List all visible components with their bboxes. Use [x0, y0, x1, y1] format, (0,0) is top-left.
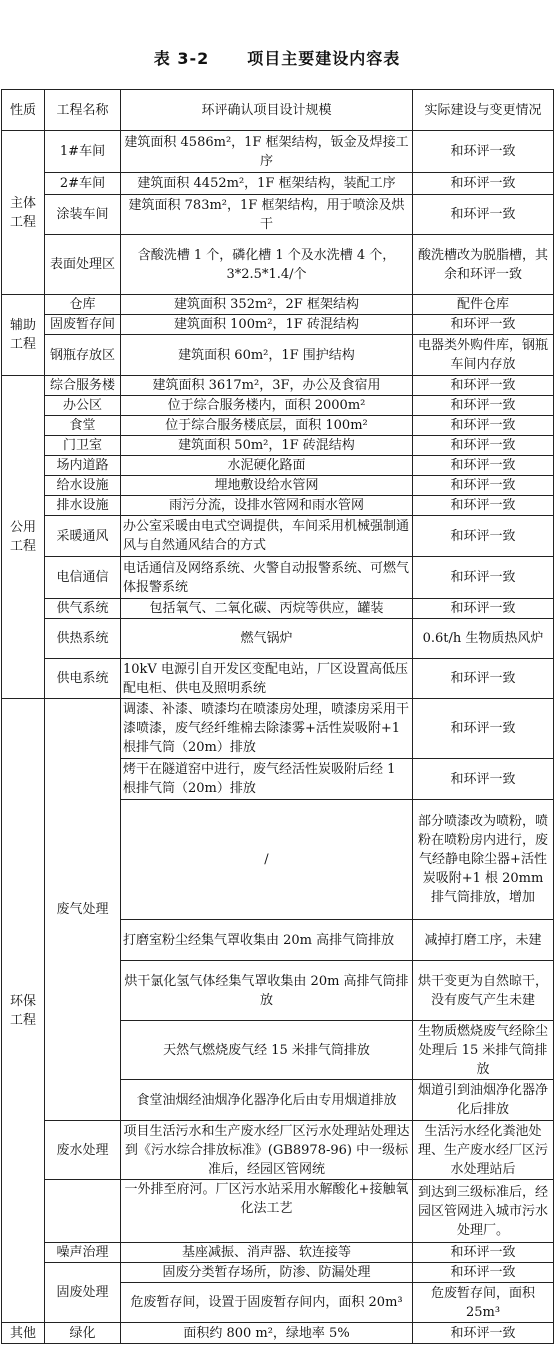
row-actual: 和环评一致 — [413, 599, 554, 619]
row-scale: 燃气锅炉 — [121, 619, 413, 659]
row-name: 1#车间 — [45, 131, 121, 173]
row-scale: 建筑面积 352m²，2F 框架结构 — [121, 295, 413, 315]
row-scale: 建筑面积 60m²，1F 围护结构 — [121, 335, 413, 376]
row-scale: 项目生活污水和生产废水经厂区污水处理站处理达到《污水综合排放标准》(GB8978-96) 中一级标准后，经园区管网统 — [121, 1121, 413, 1180]
row-scale: 建筑面积 3617m²，3F，办公及食宿用 — [121, 376, 413, 396]
table-row — [2, 516, 554, 557]
row-actual: 和环评一致 — [413, 456, 554, 476]
row-actual: 和环评一致 — [413, 659, 554, 699]
table-row — [2, 195, 554, 235]
table-row — [2, 173, 554, 195]
table-row — [2, 599, 554, 619]
row-name: 电信通信 — [45, 557, 121, 599]
table-row — [2, 619, 554, 659]
row-name: 采暖通风 — [45, 516, 121, 557]
row-actual: 减掉打磨工序，未建 — [413, 920, 554, 961]
row-scale: 面积约 800 m²，绿地率 5% — [121, 1323, 413, 1344]
row-scale: 电话通信及网络系统、火警自动报警系统、可燃气体报警系统 — [121, 557, 413, 599]
row-actual: 和环评一致 — [413, 1243, 554, 1263]
row-actual: 生活污水经化粪池处理、生产废水经厂区污水处理站后 — [413, 1121, 554, 1180]
group-env: 环保工程 — [2, 699, 45, 1323]
row-name: 钢瓶存放区 — [45, 335, 121, 376]
group-other: 其他 — [2, 1323, 45, 1344]
row-actual: 和环评一致 — [413, 1323, 554, 1344]
table-row — [2, 659, 554, 699]
table-title — [0, 46, 554, 69]
table-row — [2, 1121, 554, 1180]
table-row — [2, 315, 554, 335]
header-project-name: 工程名称 — [45, 90, 121, 131]
table-row — [2, 496, 554, 516]
row-name: 仓库 — [45, 295, 121, 315]
row-scale: 基座减振、消声器、软连接等 — [121, 1243, 413, 1263]
row-scale: 10kV 电源引自开发区变配电站，厂区设置高低压配电柜、供电及照明系统 — [121, 659, 413, 699]
row-scale: 位于综合服务楼内，面积 2000m² — [121, 396, 413, 416]
row-scale: 天然气燃烧废气经 15 米排气筒排放 — [121, 1021, 413, 1080]
row-actual: 和环评一致 — [413, 131, 554, 173]
table-row — [2, 335, 554, 376]
table-row — [2, 376, 554, 396]
row-scale: 建筑面积 4452m²，1F 框架结构，装配工序 — [121, 173, 413, 195]
row-scale: 包括氧气、二氧化碳、丙烷等供应，罐装 — [121, 599, 413, 619]
row-actual: 电器类外购件库，钢瓶车间内存放 — [413, 335, 554, 376]
table-row — [2, 1263, 554, 1283]
row-actual: 和环评一致 — [413, 396, 554, 416]
group-aux: 辅助工程 — [2, 295, 45, 376]
row-actual: 和环评一致 — [413, 195, 554, 235]
table-row — [2, 456, 554, 476]
row-actual: 和环评一致 — [413, 516, 554, 557]
row-actual: 和环评一致 — [413, 376, 554, 396]
row-actual: 烘干变更为自然晾干，没有废气产生未建 — [413, 961, 554, 1021]
row-scale: 建筑面积 4586m²，1F 框架结构，钣金及焊接工序 — [121, 131, 413, 173]
table-row — [2, 699, 554, 759]
construction-content-table — [1, 89, 554, 1344]
row-name: 场内道路 — [45, 456, 121, 476]
table-row — [2, 436, 554, 456]
row-name: 供电系统 — [45, 659, 121, 699]
table-row — [2, 1180, 554, 1243]
header-nature: 性质 — [2, 90, 45, 131]
row-name: 绿化 — [45, 1323, 121, 1344]
row-scale: 位于综合服务楼底层，面积 100m² — [121, 416, 413, 436]
row-scale: 办公室采暖由电式空调提供，车间采用机械强制通风与自然通风结合的方式 — [121, 516, 413, 557]
row-scale: 建筑面积 50m²，1F 砖混结构 — [121, 436, 413, 456]
row-name: 涂装车间 — [45, 195, 121, 235]
row-actual: 和环评一致 — [413, 315, 554, 335]
table-row — [2, 1323, 554, 1344]
row-name: 噪声治理 — [45, 1243, 121, 1263]
row-actual: 烟道引到油烟净化器净化后排放 — [413, 1080, 554, 1121]
row-name-empty — [45, 1180, 121, 1243]
row-scale: 食堂油烟经油烟净化器净化后由专用烟道排放 — [121, 1080, 413, 1121]
row-scale: 打磨室粉尘经集气罩收集由 20m 高排气筒排放 — [121, 920, 413, 961]
row-scale: 固废分类暂存场所，防渗、防漏处理 — [121, 1263, 413, 1283]
row-actual: 和环评一致 — [413, 173, 554, 195]
row-scale: 调漆、补漆、喷漆均在喷漆房处理，喷漆房采用干漆喷漆，废气经纤维棉去除漆雾+活性炭吸附+1 根排气筒（20m）排放 — [121, 699, 413, 759]
table-caption: 项目主要建设内容表 — [247, 49, 401, 68]
row-name: 食堂 — [45, 416, 121, 436]
row-scale: 建筑面积 783m²，1F 框架结构，用于喷涂及烘干 — [121, 195, 413, 235]
row-name: 综合服务楼 — [45, 376, 121, 396]
table-row — [2, 131, 554, 173]
row-actual: 和环评一致 — [413, 436, 554, 456]
row-name: 废水处理 — [45, 1121, 121, 1180]
header-design-scale: 环评确认项目设计规模 — [121, 90, 413, 131]
row-name: 表面处理区 — [45, 235, 121, 295]
row-actual: 和环评一致 — [413, 496, 554, 516]
table-row — [2, 476, 554, 496]
row-name: 门卫室 — [45, 436, 121, 456]
row-scale: 雨污分流，设排水管网和雨水管网 — [121, 496, 413, 516]
row-name: 办公区 — [45, 396, 121, 416]
header-row — [2, 90, 554, 131]
row-actual: 危废暂存间，面积 25m³ — [413, 1283, 554, 1323]
row-actual: 配件仓库 — [413, 295, 554, 315]
table-row — [2, 235, 554, 295]
row-name: 固废暂存间 — [45, 315, 121, 335]
row-name: 供气系统 — [45, 599, 121, 619]
row-scale: 水泥硬化路面 — [121, 456, 413, 476]
row-name: 固废处理 — [45, 1263, 121, 1323]
row-actual: 部分喷漆改为喷粉，喷粉在喷粉房内进行，废气经静电除尘器+活性炭吸附+1 根 20mm 排气筒排放，增加 — [413, 800, 554, 920]
row-actual: 和环评一致 — [413, 476, 554, 496]
row-actual: 和环评一致 — [413, 759, 554, 800]
table-row — [2, 416, 554, 436]
row-actual: 到达到三级标准后，经园区管网进入城市污水处理厂。 — [413, 1180, 554, 1243]
row-name: 2#车间 — [45, 173, 121, 195]
row-actual: 酸洗槽改为脱脂槽，其余和环评一致 — [413, 235, 554, 295]
row-name: 排水设施 — [45, 496, 121, 516]
table-row — [2, 396, 554, 416]
row-scale: 危废暂存间，设置于固废暂存间内，面积 20m³ — [121, 1283, 413, 1323]
table-number: 表 3-2 — [153, 49, 210, 68]
group-public: 公用工程 — [2, 376, 45, 699]
row-name: 供热系统 — [45, 619, 121, 659]
row-scale: 烘干氯化氢气体经集气罩收集由 20m 高排气筒排放 — [121, 961, 413, 1021]
row-name: 给水设施 — [45, 476, 121, 496]
row-scale: / — [121, 800, 413, 920]
table-row — [2, 295, 554, 315]
header-actual-status: 实际建设与变更情况 — [413, 90, 554, 131]
row-actual: 和环评一致 — [413, 1263, 554, 1283]
row-scale: 一外排至府河。厂区污水站采用水解酸化+接触氧化法工艺 — [121, 1180, 413, 1243]
row-actual: 0.6t/h 生物质热风炉 — [413, 619, 554, 659]
row-name: 废气处理 — [45, 699, 121, 1121]
table-row — [2, 1243, 554, 1263]
row-actual: 生物质燃烧废气经除尘处理后 15 米排气筒排放 — [413, 1021, 554, 1080]
table-row — [2, 557, 554, 599]
group-main: 主体工程 — [2, 131, 45, 295]
row-actual: 和环评一致 — [413, 557, 554, 599]
row-scale: 建筑面积 100m²，1F 砖混结构 — [121, 315, 413, 335]
row-actual: 和环评一致 — [413, 699, 554, 759]
row-scale: 埋地敷设给水管网 — [121, 476, 413, 496]
row-scale: 含酸洗槽 1 个，磷化槽 1 个及水洗槽 4 个，3*2.5*1.4/个 — [121, 235, 413, 295]
row-actual: 和环评一致 — [413, 416, 554, 436]
row-scale: 烤干在隧道窑中进行，废气经活性炭吸附后经 1 根排气筒（20m）排放 — [121, 759, 413, 800]
